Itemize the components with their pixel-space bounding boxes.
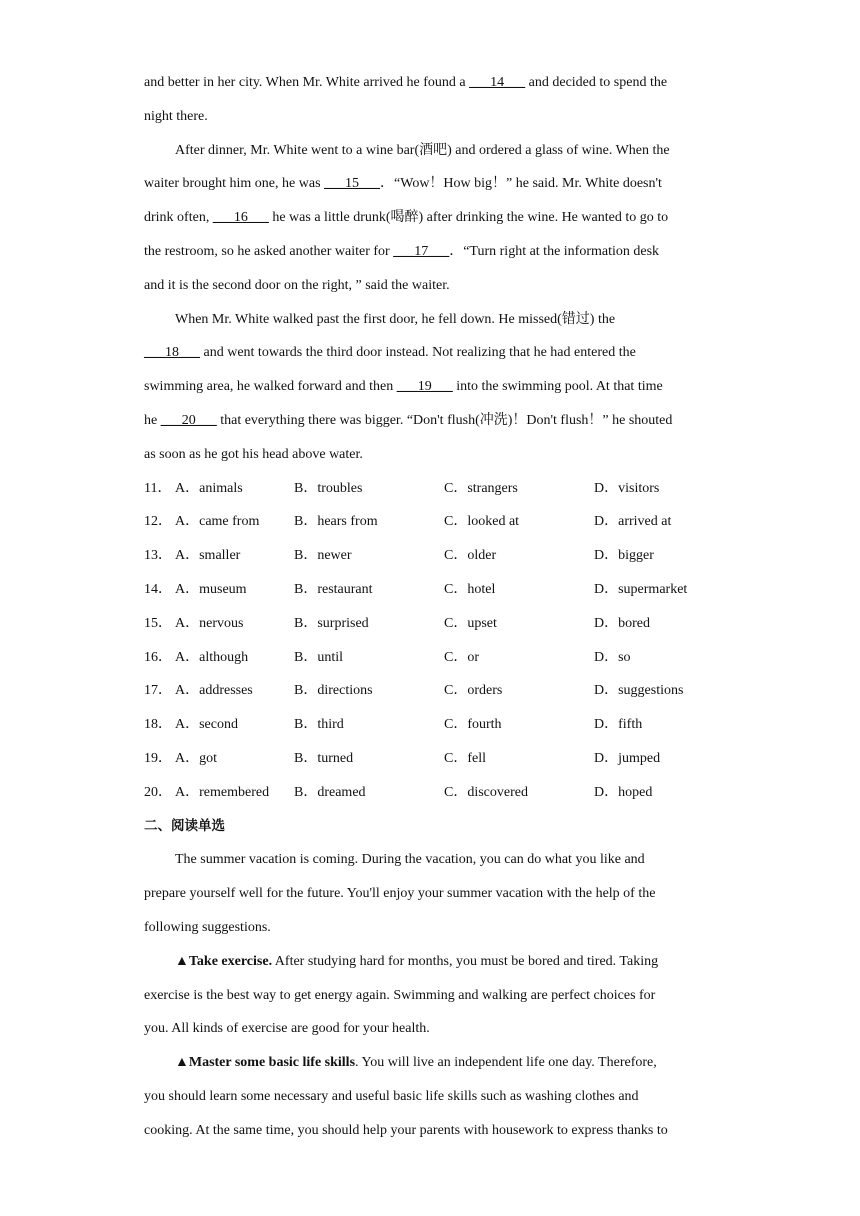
option-c: C．strangers xyxy=(444,480,518,496)
option-c: C．or xyxy=(444,649,479,665)
passage-line xyxy=(144,404,719,438)
text-run: drink often, xyxy=(144,210,213,226)
text-run: the restroom, so he asked another waiter for xyxy=(144,243,394,259)
option-a: A．although xyxy=(175,649,249,665)
text-run: into the swimming pool. At that time xyxy=(452,379,663,395)
passage-line: night there. xyxy=(144,108,208,124)
option-d: D．so xyxy=(594,649,631,665)
text-run: After studying hard for months, you must be bored and tired. Taking xyxy=(272,953,659,969)
question-row xyxy=(144,674,719,708)
question-row xyxy=(144,708,719,742)
text-run: that everything there was bigger. “Don't flush(冲洗)！Don't flush！” he shouted xyxy=(216,412,673,428)
option-a: A．museum xyxy=(175,581,247,597)
question-row xyxy=(144,607,719,641)
text-run: waiter brought him one, he was xyxy=(144,176,325,192)
option-a: A．came from xyxy=(175,514,260,530)
passage-line xyxy=(144,201,719,235)
option-d: D．arrived at xyxy=(594,514,672,530)
option-c: C．looked at xyxy=(444,514,520,530)
passage-line xyxy=(144,370,719,404)
passage-line: cooking. At the same time, you should help your parents with housework to express thanks to xyxy=(144,1122,668,1138)
suggestion-title: ▲Take exercise. xyxy=(175,953,273,969)
section-heading: 二、阅读单选 xyxy=(144,817,225,834)
passage-line xyxy=(144,1046,719,1080)
passage-line xyxy=(144,945,719,979)
passage-line xyxy=(144,66,719,100)
option-a: A．second xyxy=(175,717,238,733)
option-b: B．directions xyxy=(294,683,373,699)
suggestion-title: ▲Master some basic life skills xyxy=(175,1055,356,1071)
option-d: D．hoped xyxy=(594,784,653,800)
text-run: ．“Wow！How big！” he said. Mr. White doesn't xyxy=(380,176,662,192)
question-number: 19． xyxy=(144,750,172,766)
option-b: B．troubles xyxy=(294,480,363,496)
blank-20: ___20___ xyxy=(160,412,217,428)
question-number: 20． xyxy=(144,784,172,800)
question-row xyxy=(144,641,719,675)
option-d: D．visitors xyxy=(594,480,660,496)
question-number: 14． xyxy=(144,581,172,597)
option-a: A．addresses xyxy=(175,683,253,699)
blank-17: ___17___ xyxy=(393,243,450,259)
passage-line: exercise is the best way to get energy again. Swimming and walking are perfect choices for xyxy=(144,987,656,1003)
question-number: 17． xyxy=(144,683,172,699)
option-d: D．bored xyxy=(594,615,650,631)
blank-14: ___14___ xyxy=(469,75,526,90)
option-b: B．hears from xyxy=(294,514,378,530)
blank-18: ___18___ xyxy=(144,345,200,361)
text-run: ．“Turn right at the information desk xyxy=(449,243,660,259)
passage-line: you should learn some necessary and useful basic life skills such as washing clothes and xyxy=(144,1088,639,1104)
document-page xyxy=(144,66,719,1148)
text-run: he xyxy=(144,412,161,428)
option-c: C．hotel xyxy=(444,581,496,597)
text-run: and decided to spend the xyxy=(525,75,668,90)
passage-line xyxy=(144,235,719,269)
option-a: A．smaller xyxy=(175,548,241,564)
question-number: 11． xyxy=(144,480,172,496)
option-c: C．older xyxy=(444,548,497,564)
question-row xyxy=(144,776,719,810)
option-b: B．surprised xyxy=(294,615,369,631)
option-d: D．suggestions xyxy=(594,683,684,699)
text-run: . You will live an independent life one day. Therefore, xyxy=(355,1055,657,1071)
option-b: B．turned xyxy=(294,750,354,766)
option-b: B．dreamed xyxy=(294,784,366,800)
passage-line: The summer vacation is coming. During the vacation, you can do what you like and xyxy=(175,852,645,868)
blank-19: ___19___ xyxy=(396,379,453,395)
passage-line: After dinner, Mr. White went to a wine bar(酒吧) and ordered a glass of wine. When the xyxy=(175,142,670,158)
question-number: 15． xyxy=(144,615,172,631)
blank-16: ___16___ xyxy=(212,210,269,226)
blank-15: ___15___ xyxy=(324,176,381,192)
option-b: B．newer xyxy=(294,548,352,564)
passage-line: prepare yourself well for the future. You'll enjoy your summer vacation with the help of the xyxy=(144,886,656,902)
text-run: and went towards the third door instead. Not realizing that he had entered the xyxy=(200,345,636,361)
text-run: swimming area, he walked forward and then xyxy=(144,379,397,395)
question-row xyxy=(144,742,719,776)
question-row xyxy=(144,505,719,539)
question-row xyxy=(144,539,719,573)
question-number: 12． xyxy=(144,514,172,530)
option-c: C．fell xyxy=(444,750,486,766)
option-d: D．fifth xyxy=(594,717,643,733)
question-list xyxy=(144,472,719,810)
option-c: C．discovered xyxy=(444,784,528,800)
option-d: D．jumped xyxy=(594,750,661,766)
passage-line: and it is the second door on the right, ” said the waiter. xyxy=(144,277,450,293)
question-number: 13． xyxy=(144,548,172,564)
option-b: B．restaurant xyxy=(294,581,373,597)
passage-line: When Mr. White walked past the first door, he fell down. He missed(错过) the xyxy=(175,311,616,327)
question-row xyxy=(144,573,719,607)
option-b: B．until xyxy=(294,649,344,665)
passage-line: as soon as he got his head above water. xyxy=(144,446,363,462)
option-a: A．animals xyxy=(175,480,243,496)
option-d: D．bigger xyxy=(594,548,654,564)
question-number: 18． xyxy=(144,717,172,733)
option-c: C．fourth xyxy=(444,717,502,733)
option-a: A．got xyxy=(175,750,217,766)
option-a: A．remembered xyxy=(175,784,270,800)
option-a: A．nervous xyxy=(175,615,244,631)
option-c: C．orders xyxy=(444,683,503,699)
question-row xyxy=(144,472,719,506)
passage-line: following suggestions. xyxy=(144,919,271,935)
option-d: D．supermarket xyxy=(594,581,688,597)
passage-line xyxy=(144,167,719,201)
option-b: B．third xyxy=(294,717,344,733)
text-run: he was a little drunk(喝醉) after drinking the wine. He wanted to go to xyxy=(268,210,669,226)
text-run: and better in her city. When Mr. White arrived he found a xyxy=(144,75,470,90)
passage-line xyxy=(144,336,719,370)
question-number: 16． xyxy=(144,649,172,665)
option-c: C．upset xyxy=(444,615,497,631)
passage-line: you. All kinds of exercise are good for your health. xyxy=(144,1021,430,1037)
